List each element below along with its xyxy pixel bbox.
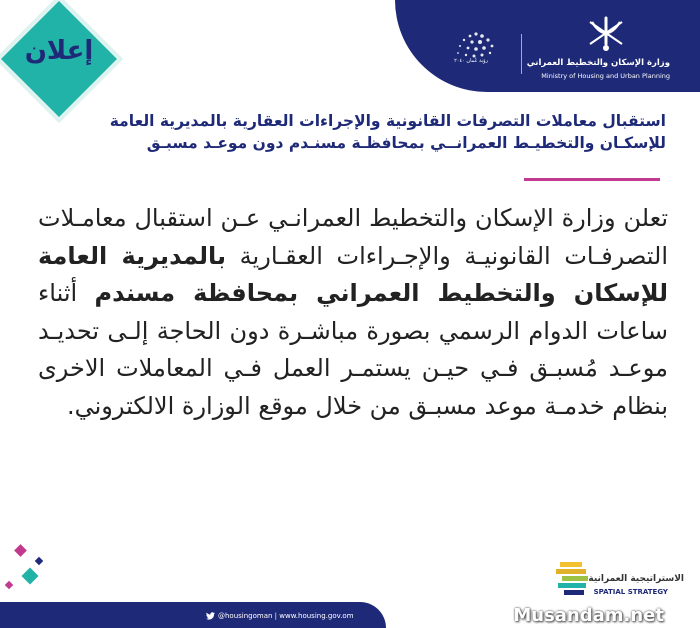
ministry-name-ar: وزارة الإسكان والتخطيط العمراني (526, 58, 670, 68)
footer-contact: @housingoman | www.housing.gov.om (218, 612, 354, 620)
title-underline (524, 178, 660, 181)
body-part-1: تعلن وزارة الإسكان والتخطيط العمرانـي عـن استقبال معامـلات التصرفـات القانونيـة والإجـراءات العقـارية (38, 204, 669, 270)
vision-label: رؤية عُمان ٢٠٤٠ (454, 58, 488, 64)
header-divider (521, 34, 522, 74)
ministry-name-en: Ministry of Housing and Urban Planning (541, 72, 670, 80)
decor-square (22, 568, 39, 585)
decor-square (14, 544, 27, 557)
twitter-icon (206, 612, 215, 620)
title-line-1: استقبال معاملات التصرفات القانونية والإجراءات العقارية بالمديرية العامة (109, 112, 666, 130)
body-part-2: أثناء ساعات الدوام الرسمي بصورة مباشـرة دون الحاجة إلـى تحديـد موعـد مُسبـق فـي حيـن يستمـر العمل فـي المعاملات الاخرى بنظام خدمـة موعد مسبـق من خلال موقع الوزارة الالكتروني. (38, 279, 668, 420)
announcement-body (38, 200, 668, 425)
strategy-label-en: SPATIAL STRATEGY (593, 588, 668, 596)
decor-square (35, 557, 43, 565)
body-bold-part: بالمديرية العامة للإسكان والتخطيط العمراني بمحافظة مسندم (38, 241, 669, 307)
announcement-badge-label: إعلان (24, 36, 94, 66)
announcement-title (106, 110, 666, 154)
header-band (395, 0, 700, 92)
oman-vision-2040-logo-icon (430, 24, 504, 74)
title-line-2: للإسكـان والتخطيـط العمرانــي بمحافظـة مسنـدم دون موعـد مسبـق (146, 134, 666, 152)
watermark: Musandam.net (513, 605, 664, 626)
oman-khanjar-emblem-icon (582, 14, 630, 54)
strategy-label-ar: الاستراتيجية العمرانية (588, 574, 684, 584)
decor-square (5, 581, 13, 589)
